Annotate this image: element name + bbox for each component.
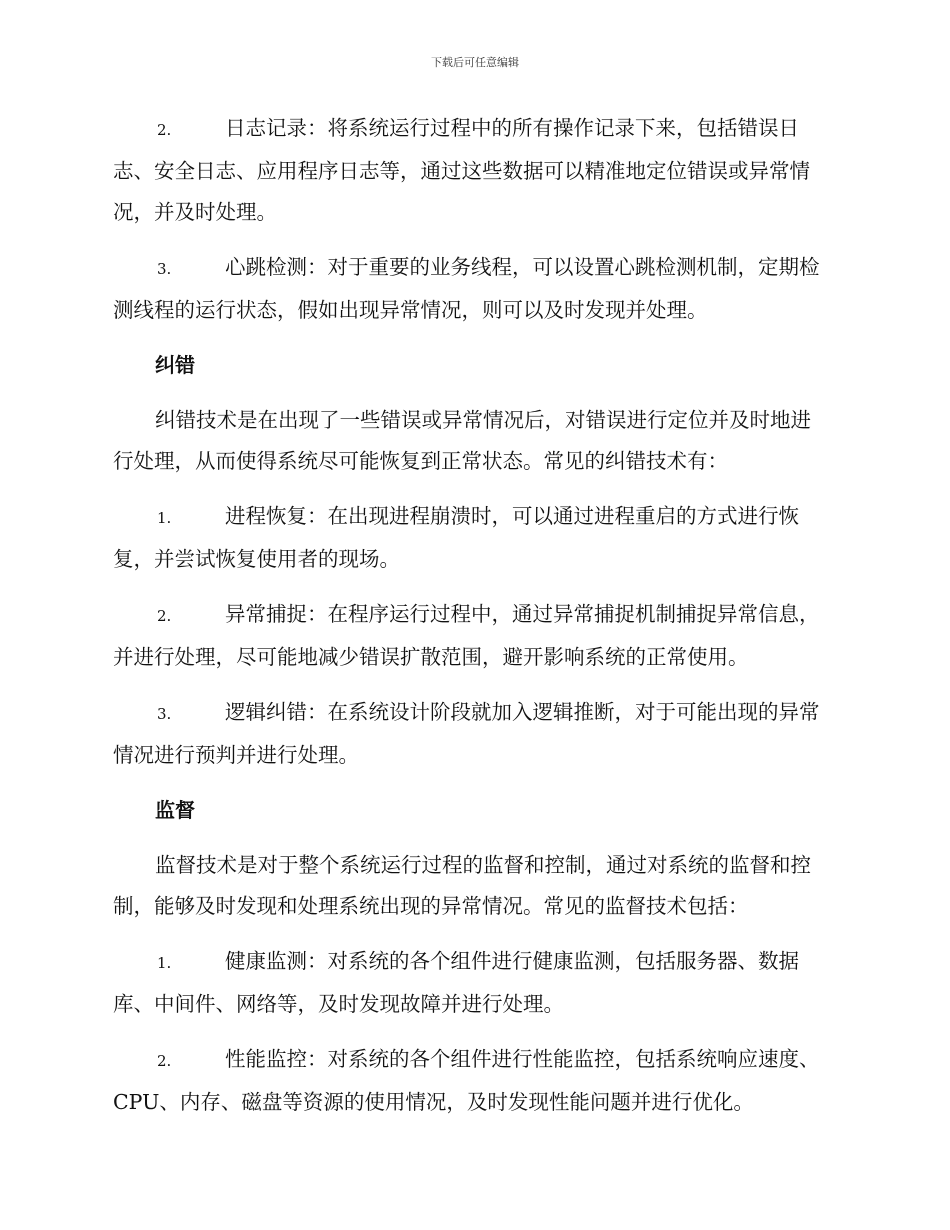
list-number: 2.	[157, 121, 172, 139]
paragraph-supervision-intro: 监督技术是对于整个系统运行过程的监督和控制，通过对系统的监督和控制，能够及时发现和处理系统出现的异常情况。常见的监督技术包括：	[113, 853, 811, 918]
list-number: 2.	[157, 1052, 172, 1070]
list-number: 1.	[157, 954, 172, 972]
list-number: 2.	[157, 607, 172, 625]
list-item-log-recording	[113, 108, 831, 233]
list-item-text: 性能监控：对系统的各个组件进行性能监控，包括系统响应速度、CPU、内存、磁盘等资源的使用情况，及时发现性能问题并进行优化。	[113, 1047, 820, 1114]
page-header: 下载后可任意编辑	[431, 56, 519, 69]
paragraph-error-correction-intro: 纠错技术是在出现了一些错误或异常情况后，对错误进行定位并及时地进行处理，从而使得系统尽可能恢复到正常状态。常见的纠错技术有：	[113, 408, 811, 473]
list-number: 3.	[157, 705, 172, 723]
list-item-exception-catching	[113, 594, 831, 678]
list-item-logic-correction	[113, 692, 831, 776]
list-item-performance-monitoring	[113, 1039, 831, 1123]
list-item-health-monitoring	[113, 941, 831, 1025]
list-item-text: 日志记录：将系统运行过程中的所有操作记录下来，包括错误日志、安全日志、应用程序日志等，通过这些数据可以精准地定位错误或异常情况，并及时处理。	[113, 116, 810, 224]
list-number: 3.	[157, 260, 172, 278]
list-item-text: 心跳检测：对于重要的业务线程，可以设置心跳检测机制，定期检测线程的运行状态，假如出现异常情况，则可以及时发现并处理。	[113, 255, 820, 322]
section-heading-supervision: 监督	[155, 798, 195, 822]
list-item-text: 进程恢复：在出现进程崩溃时，可以通过进程重启的方式进行恢复，并尝试恢复使用者的现场。	[113, 504, 799, 571]
list-item-text: 异常捕捉：在程序运行过程中，通过异常捕捉机制捕捉异常信息，并进行处理，尽可能地减少错误扩散范围，避开影响系统的正常使用。	[113, 602, 820, 669]
list-number: 1.	[157, 509, 172, 527]
list-item-text: 健康监测：对系统的各个组件进行健康监测，包括服务器、数据库、中间件、网络等，及时发现故障并进行处理。	[113, 949, 799, 1016]
section-heading-error-correction: 纠错	[155, 353, 195, 377]
list-item-text: 逻辑纠错：在系统设计阶段就加入逻辑推断，对于可能出现的异常情况进行预判并进行处理。	[113, 700, 820, 767]
list-item-process-recovery	[113, 496, 831, 580]
list-item-heartbeat-detection	[113, 247, 831, 331]
document-body	[113, 108, 831, 1137]
